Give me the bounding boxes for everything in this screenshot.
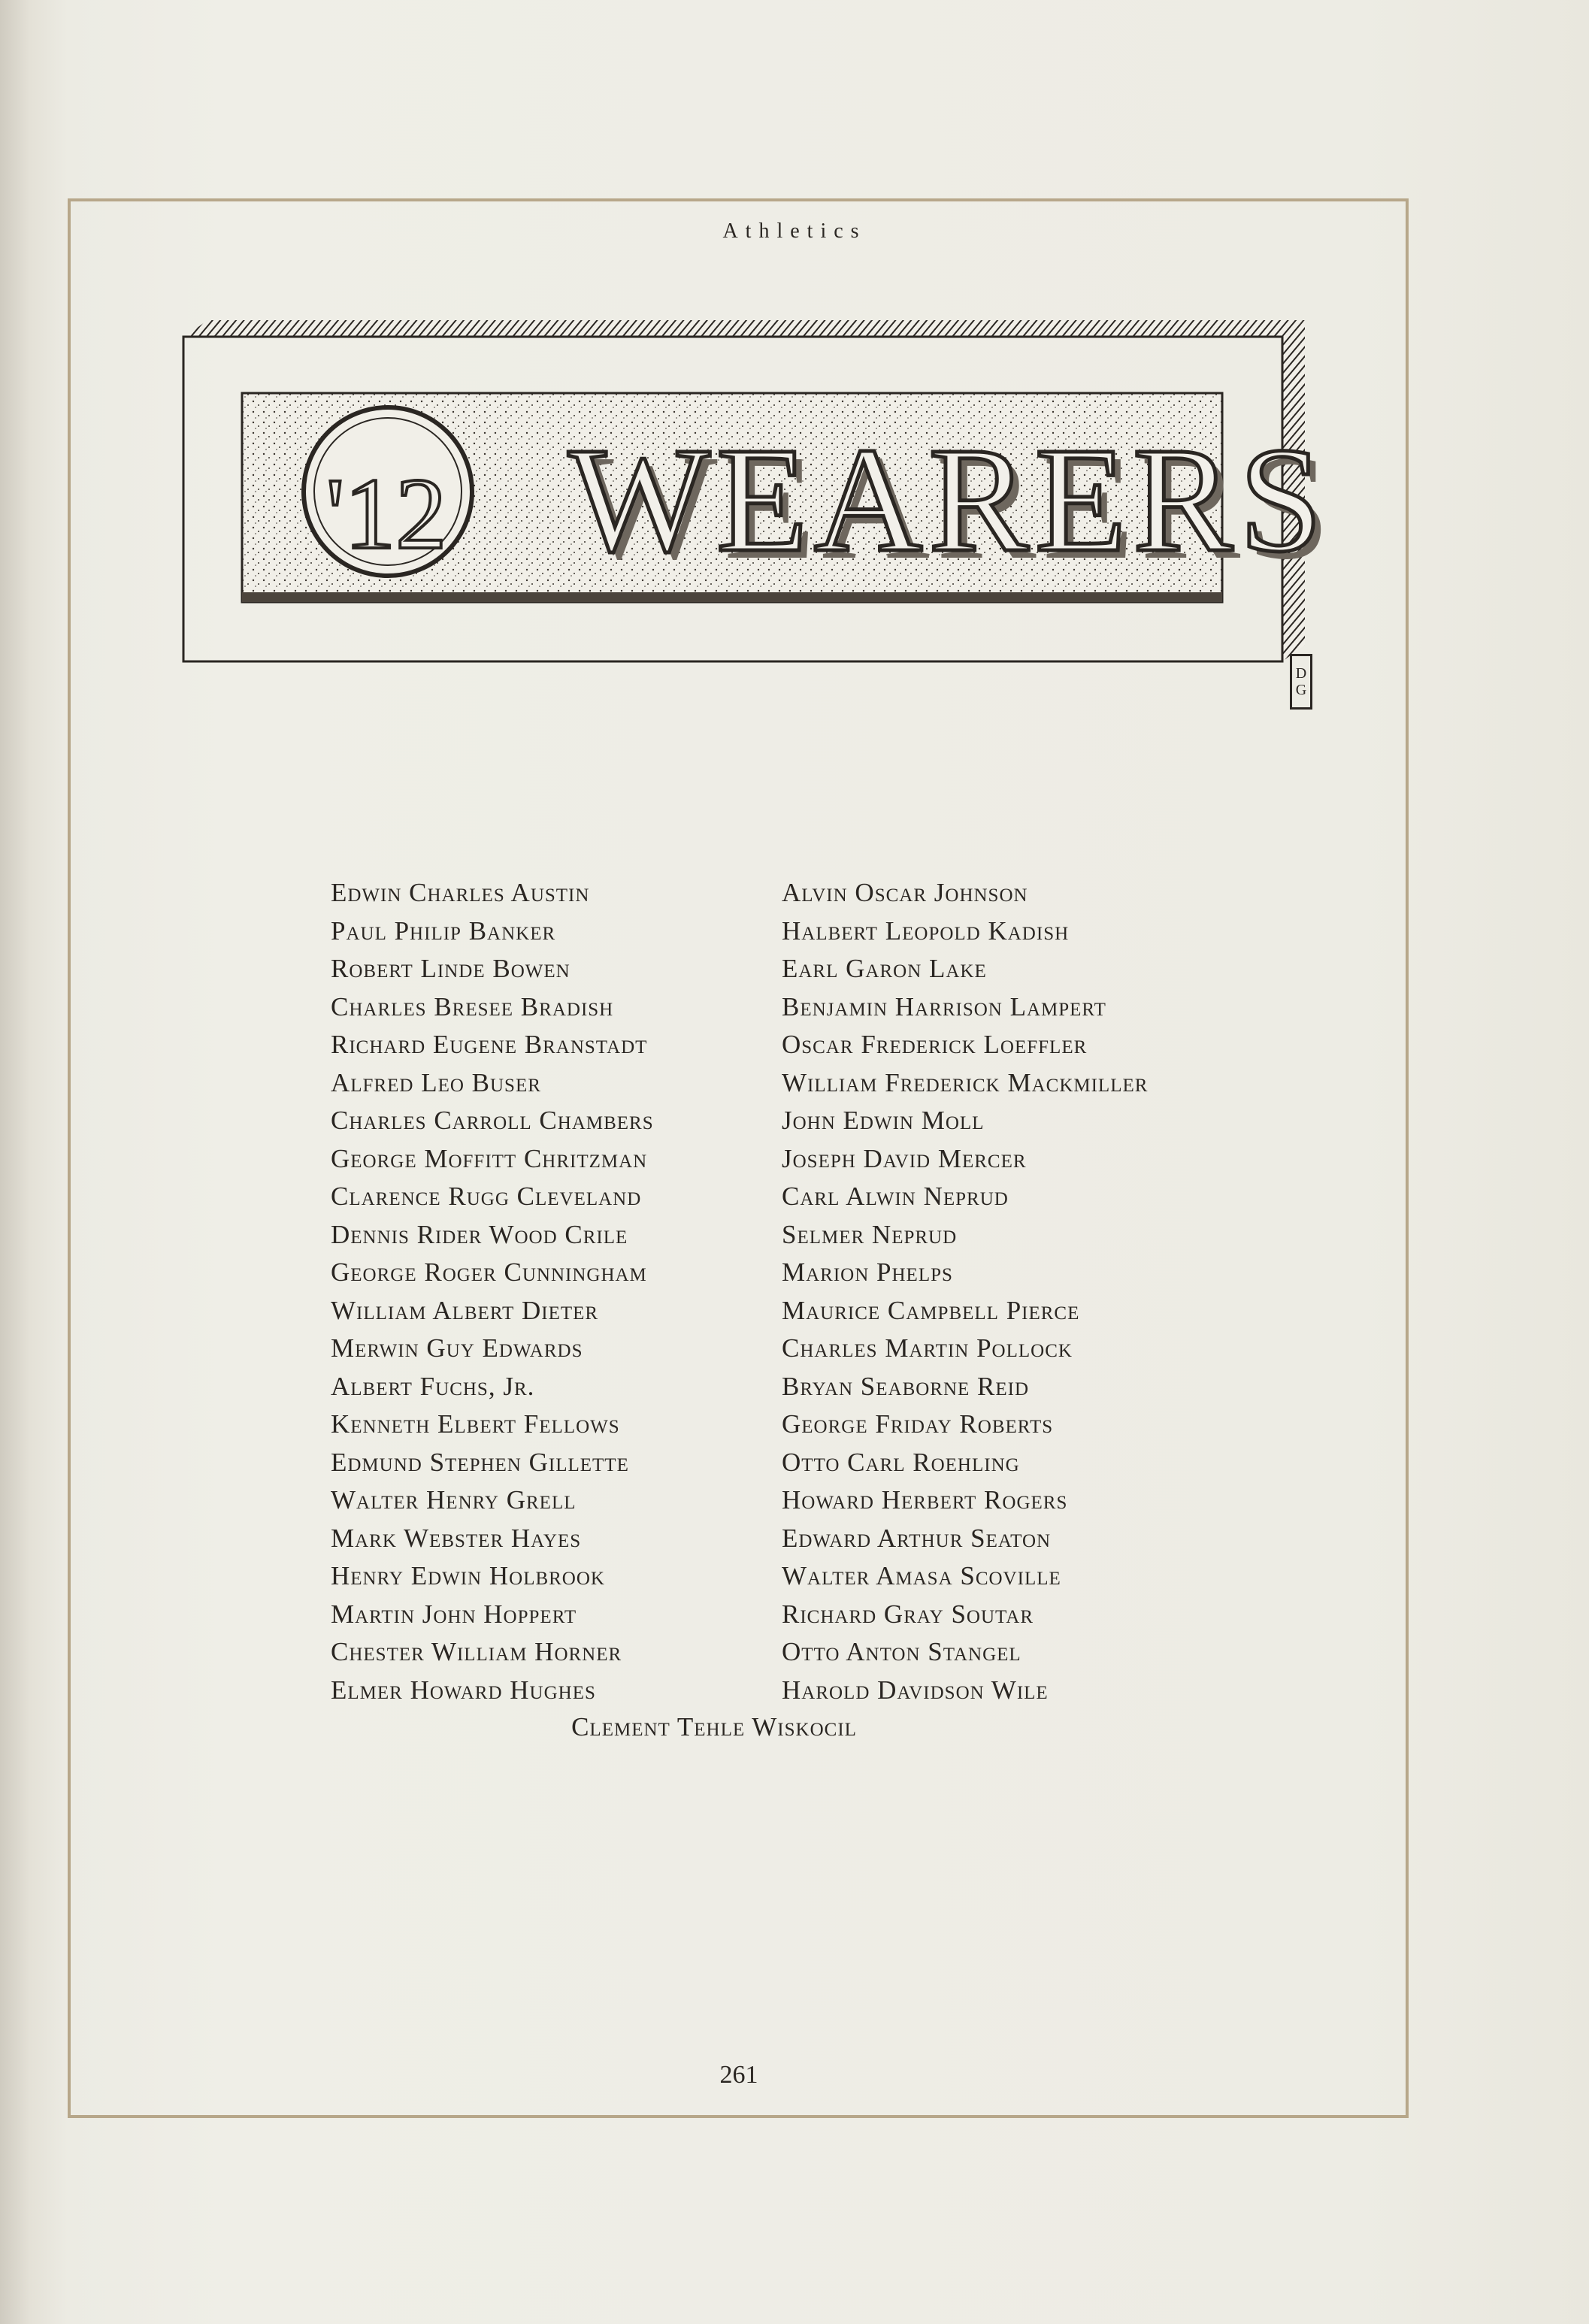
- list-item: Harold Davidson Wile: [782, 1675, 1049, 1705]
- list-item: Dennis Rider Wood Crile: [331, 1219, 628, 1249]
- list-item: Howard Herbert Rogers: [782, 1485, 1068, 1515]
- list-item: Chester William Horner: [331, 1637, 622, 1666]
- list-item: Albert Fuchs, Jr.: [331, 1371, 535, 1401]
- list-item: Alvin Oscar Johnson: [782, 878, 1028, 907]
- page-number: 261: [719, 2061, 758, 2089]
- list-item: William Frederick Mackmiller: [782, 1067, 1149, 1097]
- list-item: Clarence Rugg Cleveland: [331, 1182, 642, 1211]
- list-item: Halbert Leopold Kadish: [782, 915, 1070, 946]
- list-item: William Albert Dieter: [331, 1295, 599, 1325]
- banner-top-bevel: [185, 320, 1305, 337]
- list-item-centered: Clement Tehle Wiskocil: [571, 1712, 857, 1741]
- list-item: Edmund Stephen Gillette: [331, 1447, 629, 1477]
- running-head: Athletics: [722, 219, 867, 243]
- list-item: Richard Eugene Branstadt: [331, 1030, 648, 1059]
- list-item: Charles Carroll Chambers: [331, 1106, 654, 1135]
- title-banner: [177, 314, 1329, 705]
- list-item: Maurice Campbell Pierce: [782, 1295, 1080, 1325]
- list-item: Richard Gray Soutar: [782, 1599, 1034, 1629]
- artist-monogram: [1290, 654, 1312, 710]
- list-item: Robert Linde Bowen: [331, 954, 571, 983]
- list-item: Benjamin Harrison Lampert: [782, 991, 1106, 1021]
- names-left-column: [331, 874, 654, 1709]
- list-item: Selmer Neprud: [782, 1219, 958, 1249]
- list-item: George Friday Roberts: [782, 1409, 1054, 1439]
- list-item: Bryan Seaborne Reid: [782, 1371, 1030, 1401]
- list-item: Mark Webster Hayes: [331, 1523, 582, 1553]
- list-item: Earl Garon Lake: [782, 954, 987, 983]
- list-item: George Moffitt Chritzman: [331, 1143, 648, 1173]
- list-item: Henry Edwin Holbrook: [331, 1561, 605, 1590]
- list-item: Paul Philip Banker: [331, 915, 556, 946]
- list-item: Charles Bresee Bradish: [331, 991, 614, 1021]
- list-item: Walter Henry Grell: [331, 1485, 577, 1515]
- list-item: Alfred Leo Buser: [331, 1067, 541, 1097]
- list-item: Charles Martin Pollock: [782, 1333, 1073, 1363]
- list-item: Otto Carl Roehling: [782, 1447, 1020, 1477]
- list-item: Carl Alwin Neprud: [782, 1182, 1009, 1211]
- list-item: Edwin Charles Austin: [331, 878, 590, 907]
- list-item: Elmer Howard Hughes: [331, 1675, 596, 1705]
- list-item: Kenneth Elbert Fellows: [331, 1409, 620, 1439]
- list-item: Joseph David Mercer: [782, 1143, 1027, 1173]
- list-item: John Edwin Moll: [782, 1106, 985, 1135]
- names-right-column: [782, 874, 1148, 1709]
- monogram-letter-bottom: G: [1295, 682, 1307, 698]
- list-item: Edward Arthur Seaton: [782, 1523, 1052, 1553]
- list-item: George Roger Cunningham: [331, 1257, 647, 1287]
- banner-title: WEARERS: [568, 417, 1329, 583]
- list-item: Merwin Guy Edwards: [331, 1333, 583, 1363]
- list-item: Walter Amasa Scoville: [782, 1561, 1061, 1590]
- monogram-letter-top: D: [1295, 665, 1307, 682]
- banner-year: '12: [325, 458, 447, 570]
- list-item: Otto Anton Stangel: [782, 1637, 1021, 1666]
- list-item: Marion Phelps: [782, 1257, 953, 1287]
- list-item: Martin John Hoppert: [331, 1599, 577, 1629]
- list-item: Oscar Frederick Loeffler: [782, 1030, 1088, 1059]
- banner-inner-shadow: [242, 592, 1222, 602]
